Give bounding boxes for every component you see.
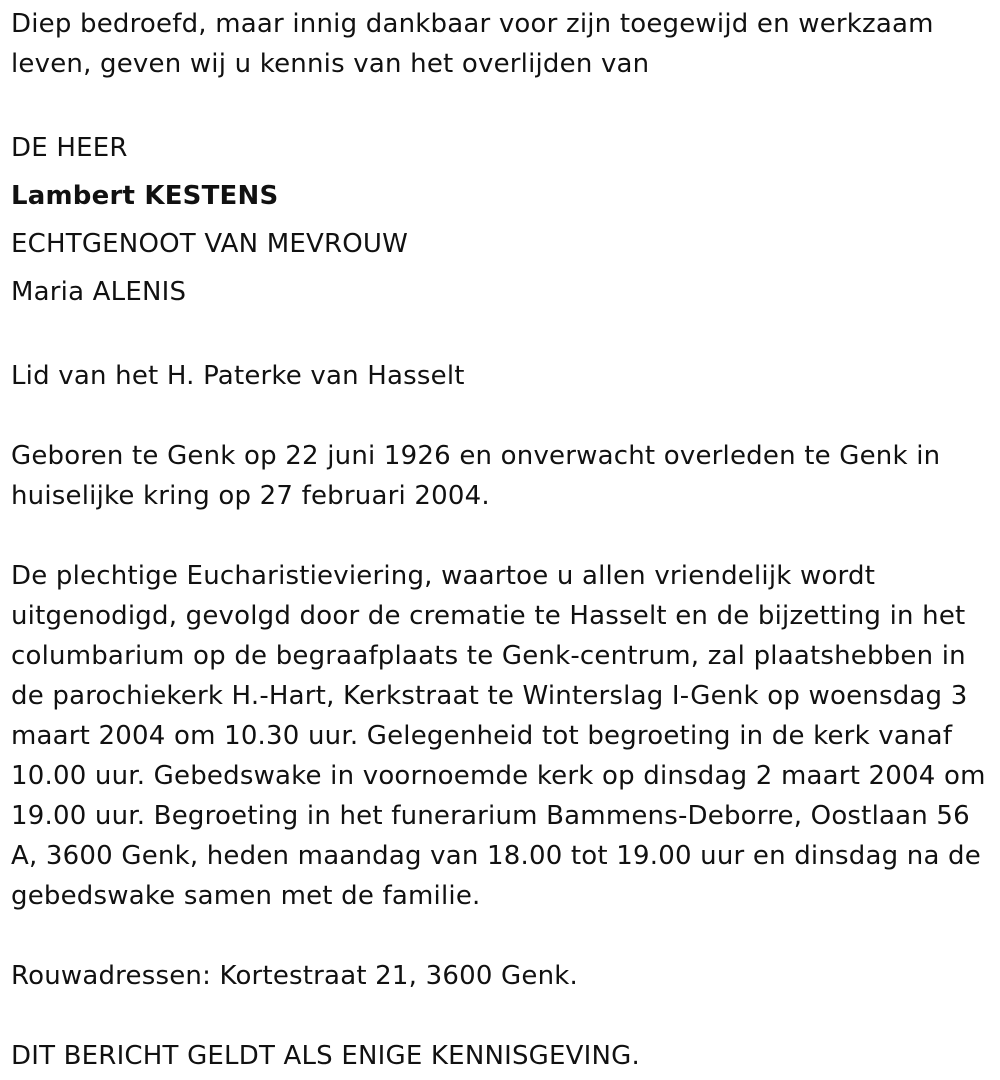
deceased-name: Lambert KESTENS: [11, 181, 279, 211]
intro-text: Diep bedroefd, maar innig dankbaar voor zijn toegewijd en werkzaam leven, geven wij u kennis van het overlijden van: [11, 9, 934, 79]
relation-text: ECHTGENOOT VAN MEVROUW: [11, 229, 409, 259]
spacer: [11, 316, 996, 356]
spacer: [11, 84, 996, 124]
death-notice: [11, 0, 996, 1076]
spouse-name: Maria ALENIS: [11, 277, 187, 307]
membership-text: Lid van het H. Paterke van Hasselt: [11, 361, 465, 391]
spacer: [11, 916, 996, 956]
ceremony-text: De plechtige Eucharistieviering, waartoe u allen vriendelijk wordt uitgenodigd, gevolgd door de crematie te Hasselt en de bijzetting in het columbarium op de begraafplaats te Genk-centrum, zal plaatshebben in de parochiekerk H.-Hart, Kerkstraat te Winterslag I-Genk op woensdag 3 maart 2004 om 10.30 uur. Gelegenheid tot begroeting in de kerk vanaf 10.00 uur. Gebedswake in voornoemde kerk op dinsdag 2 maart 2004 om 19.00 uur. Begroeting in het funerarium Bammens-Deborre, Oostlaan 56 A, 3600 Genk, heden maandag van 18.00 tot 19.00 uur en dinsdag na de gebedswake samen met de familie.: [11, 561, 986, 911]
closing-text: DIT BERICHT GELDT ALS ENIGE KENNISGEVING.: [11, 1041, 640, 1071]
birth-death-text: Geboren te Genk op 22 juni 1926 en onverwacht overleden te Genk in huiselijke kring op 27 februari 2004.: [11, 441, 941, 511]
address-text: Rouwadressen: Kortestraat 21, 3600 Genk.: [11, 961, 578, 991]
spacer: [11, 996, 996, 1036]
spacer: [11, 396, 996, 436]
title-text: DE HEER: [11, 133, 128, 163]
spacer: [11, 516, 996, 556]
